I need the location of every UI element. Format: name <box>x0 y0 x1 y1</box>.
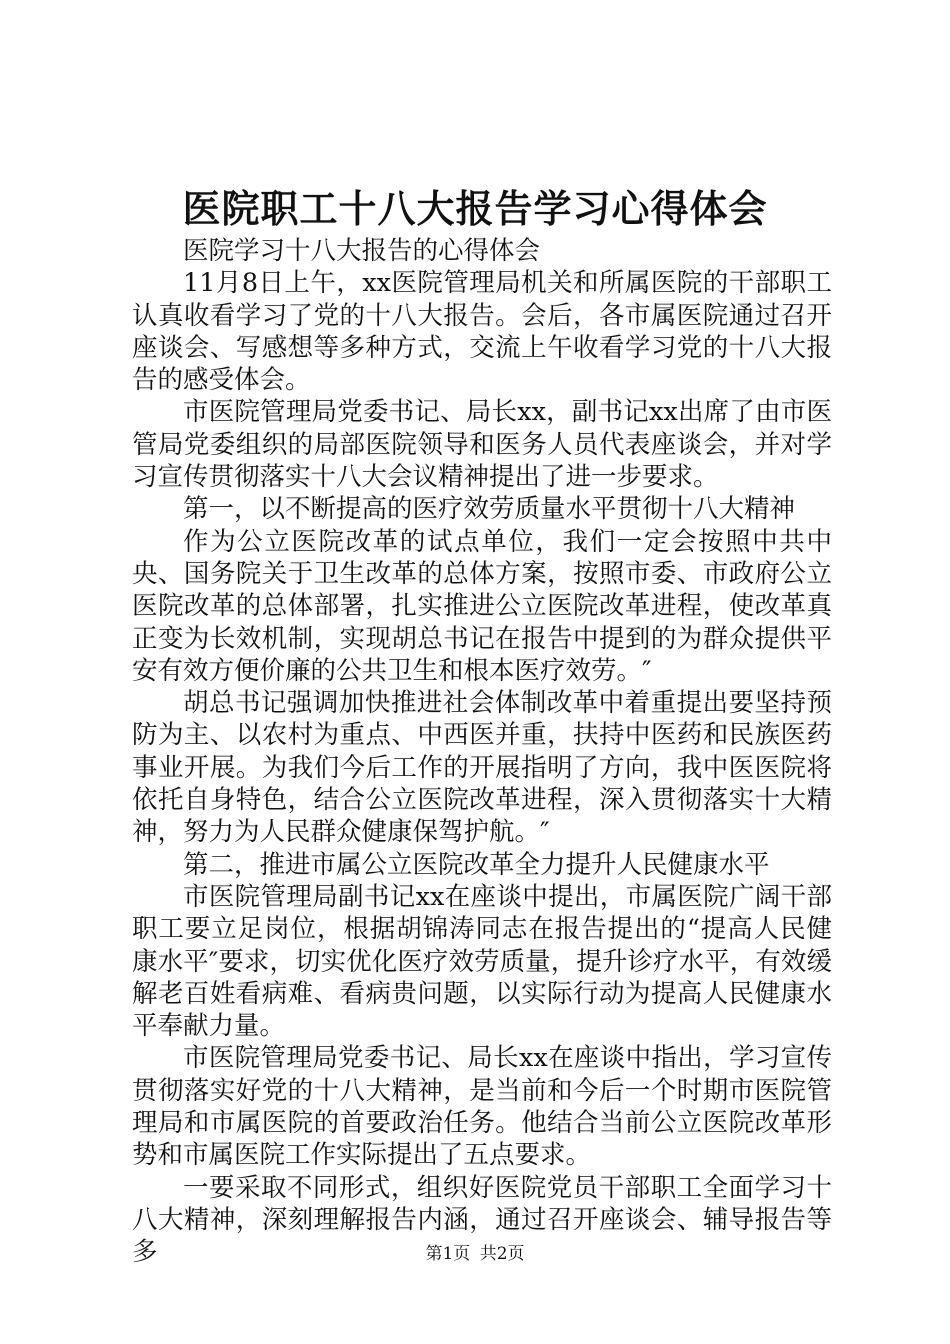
document-title: 医院职工十八大报告学习心得体会 <box>182 186 768 231</box>
body-paragraph: 一要采取不同形式，组织好医院党员干部职工全面学习十八大精神，深刻理解报告内涵，通过召开座谈会、辅导报告等多 <box>132 1172 832 1268</box>
body-paragraph: 市医院管理局党委书记、局长xx，副书记xx出席了由市医管局党委组织的局部医院领导和医务人员代表座谈会，并对学习宣传贯彻落实十八大会议精神提出了进一步要求。 <box>132 397 832 493</box>
page-footer <box>0 1242 950 1266</box>
document-body <box>132 235 832 1269</box>
page-number: 第1页 <box>425 1244 471 1264</box>
body-paragraph: 作为公立医院改革的试点单位，我们一定会按照中共中央、国务院关于卫生改革的总体方案，按照市委、市政府公立医院改革的总体部署，扎实推进公立医院改革进程，使改革真正变为长效机制，实现胡总书记在报告中提到的为群众提供平安有效方便价廉的公共卫生和根本医疗效劳。″ <box>132 526 832 686</box>
section-heading-1: 第一，以不断提高的医疗效劳质量水平贯彻十八大精神 <box>183 494 796 525</box>
section-heading-2: 第二，推进市属公立医院改革全力提升人民健康水平 <box>183 849 770 880</box>
body-paragraph: 市医院管理局副书记xx在座谈中提出，市属医院广阔干部职工要立足岗位，根据胡锦涛同志在报告提出的“提高人民健康水平″要求，切实优化医疗效劳质量，提升诊疗水平，有效缓解老百姓看病难、看病贵问题，以实际行动为提高人民健康水平奉献力量。 <box>132 881 832 1042</box>
subtitle-paragraph: 医院学习十八大报告的心得体会 <box>183 236 541 266</box>
body-paragraph: 胡总书记强调加快推进社会体制改革中着重提出要坚持预防为主、以农村为重点、中西医并重，扶持中医药和民族医药事业开展。为我们今后工作的开展指明了方向，我中医医院将依托自身特色，结合公立医院改革进程，深入贯彻落实十大精神，努力为人民群众健康保驾护航。″ <box>132 688 832 848</box>
body-paragraph: 市医院管理局党委书记、局长xx在座谈中指出，学习宣传贯彻落实好党的十八大精神，是当前和今后一个时期市医院管理局和市属医院的首要政治任务。他结合当前公立医院改革形势和市属医院工作实际提出了五点要求。 <box>132 1043 832 1171</box>
body-paragraph: 11月8日上午，xx医院管理局机关和所属医院的干部职工认真收看学习了党的十八大报告。会后，各市属医院通过召开座谈会、写感想等多种方式，交流上午收看学习党的十八大报告的感受体会。 <box>132 268 832 396</box>
page-total: 共2页 <box>479 1244 525 1264</box>
